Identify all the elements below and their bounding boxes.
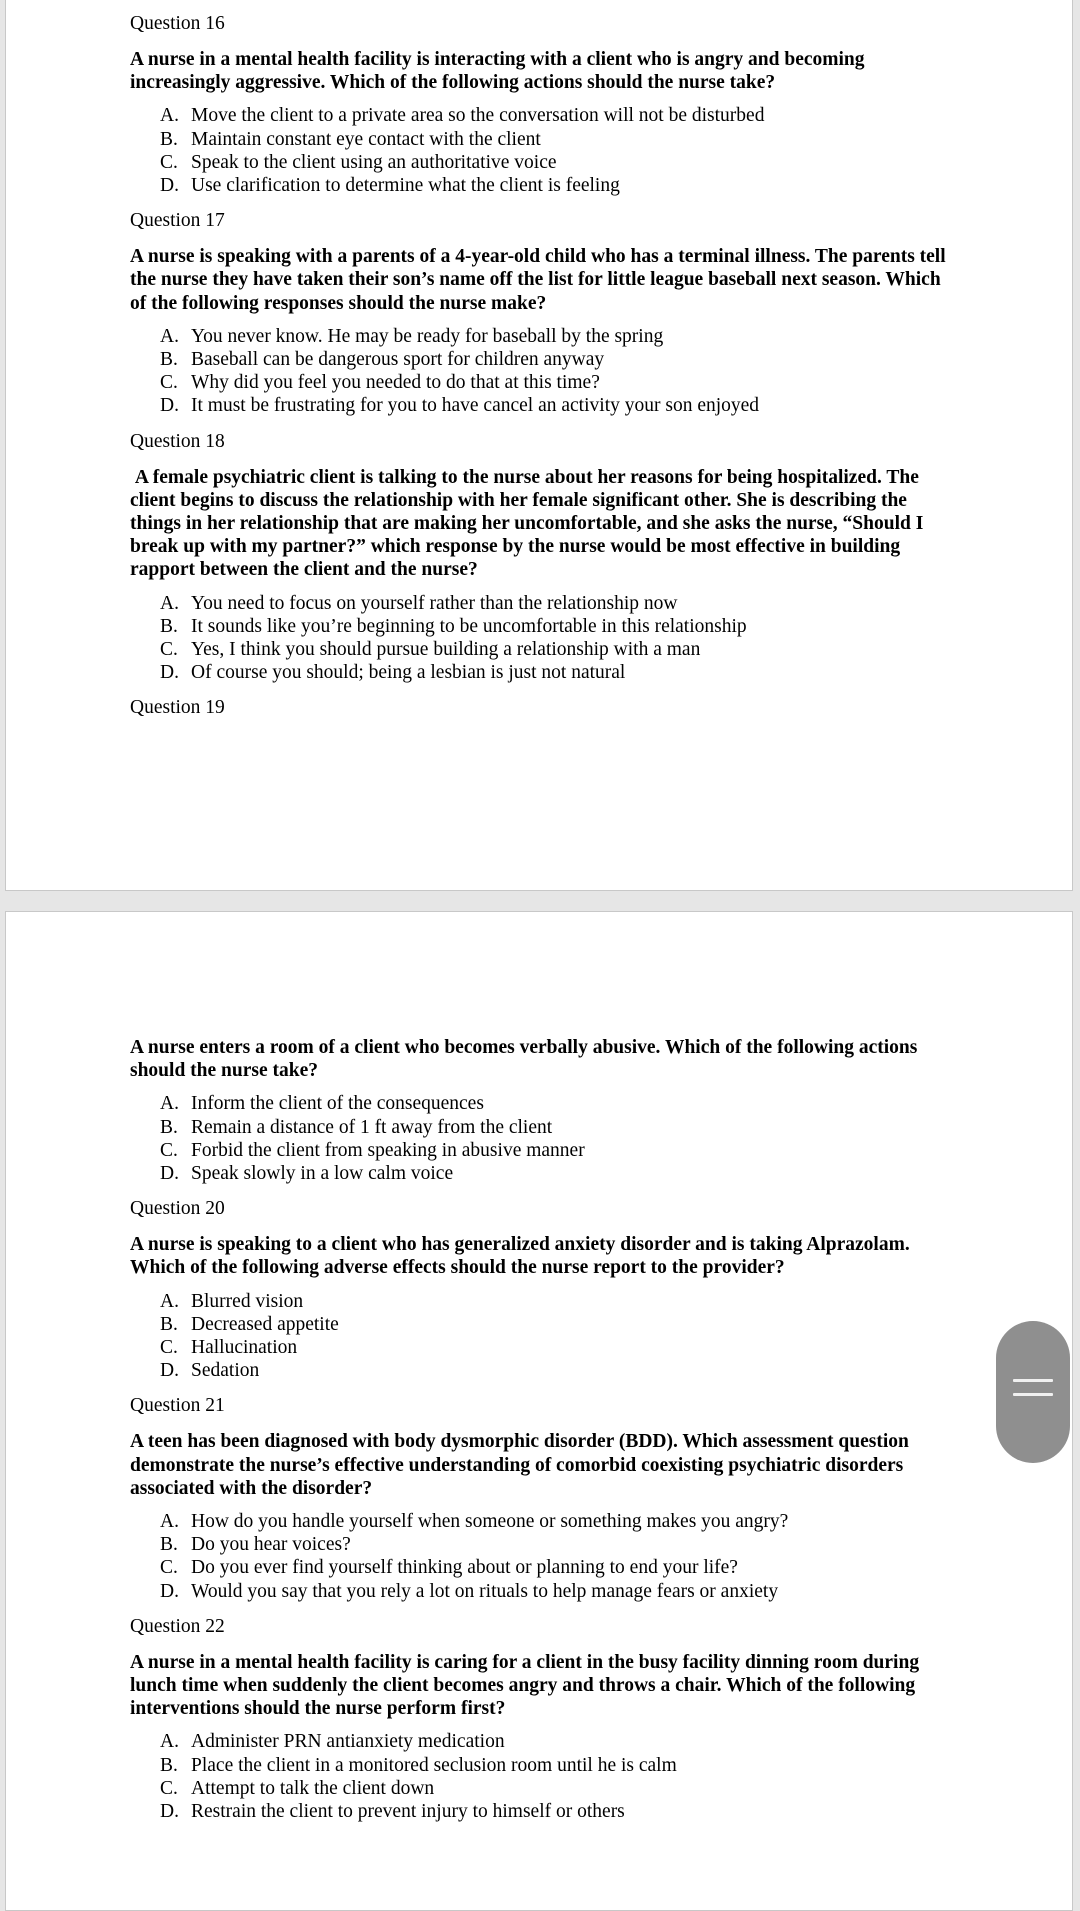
answer-option-a [160, 1510, 950, 1533]
question-20 [130, 1197, 950, 1382]
option-letter: C. [160, 1337, 178, 1359]
option-letter: A. [160, 105, 179, 127]
option-text: Attempt to talk the client down [191, 1777, 435, 1799]
option-text: Move the client to a private area so the conversation will not be disturbed [191, 105, 765, 127]
option-text: Do you hear voices? [191, 1534, 351, 1556]
option-text: Decreased appetite [191, 1313, 339, 1335]
option-letter: D. [160, 1580, 179, 1602]
option-text: Speak slowly in a low calm voice [191, 1163, 454, 1185]
option-text: Of course you should; being a lesbian is just not natural [191, 662, 626, 684]
option-letter: B. [160, 1754, 178, 1776]
question-stem: A nurse enters a room of a client who becomes verbally abusive. Which of the following actions should the nurse take? [130, 1037, 918, 1082]
option-text: Would you say that you rely a lot on rituals to help manage fears or anxiety [191, 1580, 779, 1602]
option-letter: D. [160, 662, 179, 684]
option-text: Why did you feel you needed to do that at this time? [191, 372, 600, 394]
option-letter: C. [160, 151, 178, 173]
question-21 [130, 1394, 950, 1602]
option-letter: B. [160, 1534, 178, 1556]
option-text: Hallucination [191, 1337, 298, 1359]
answer-option-d [160, 394, 950, 417]
option-text: How do you handle yourself when someone or something makes you angry? [191, 1511, 789, 1533]
answer-option-c [160, 1139, 950, 1162]
answer-option-a [160, 1290, 950, 1313]
answer-option-d [160, 1162, 950, 1185]
answer-option-b [160, 128, 950, 151]
question-heading: Question 20 [130, 1198, 225, 1220]
question-stem: A nurse is speaking to a client who has generalized anxiety disorder and is taking Alprazolam. Which of the following adverse effects should the nurse report to the provider? [130, 1234, 910, 1279]
answer-options [130, 104, 950, 197]
option-letter: B. [160, 128, 178, 150]
answer-option-c [160, 371, 950, 394]
answer-options [130, 1092, 950, 1185]
option-letter: B. [160, 615, 178, 637]
option-letter: C. [160, 1557, 178, 1579]
option-text: You need to focus on yourself rather than the relationship now [191, 592, 678, 614]
question-stem: A female psychiatric client is talking to the nurse about her reasons for being hospitalized. The client begins to discuss the relationship with her female significant other. She is describing the things in her relationship that are making her uncomfortable, and she asks the nurse, “Should I break up with my partner?” which response by the nurse would be most effective in building rapport between the client and the nurse? [130, 466, 929, 581]
option-letter: C. [160, 1777, 178, 1799]
answer-option-b [160, 1533, 950, 1556]
question-19-continued [130, 1036, 950, 1185]
option-text: Place the client in a monitored seclusion room until he is calm [191, 1754, 677, 1776]
question-18 [130, 430, 950, 685]
option-text: Use clarification to determine what the client is feeling [191, 175, 620, 197]
option-text: You never know. He may be ready for baseball by the spring [191, 325, 664, 347]
question-heading: Question 18 [130, 430, 225, 452]
option-text: Inform the client of the consequences [191, 1093, 484, 1115]
page-1-content [130, 12, 950, 732]
answer-option-d [160, 1580, 950, 1603]
answer-option-b [160, 1313, 950, 1336]
answer-options [130, 1510, 950, 1603]
page-2-content [130, 1036, 950, 1835]
option-letter: A. [160, 1093, 179, 1115]
option-letter: A. [160, 1290, 179, 1312]
question-17 [130, 209, 950, 417]
question-heading: Question 22 [130, 1615, 225, 1637]
answer-option-a [160, 592, 950, 615]
option-text: Remain a distance of 1 ft away from the client [191, 1116, 553, 1138]
question-stem: A teen has been diagnosed with body dysmorphic disorder (BDD). Which assessment question demonstrate the nurse’s effective understanding of comorbid coexisting psychiatric disorders associated with the disorder? [130, 1431, 909, 1499]
answer-options [130, 592, 950, 685]
answer-option-c [160, 1777, 950, 1800]
document-page-1 [5, 0, 1073, 891]
answer-option-d [160, 174, 950, 197]
answer-option-b [160, 348, 950, 371]
option-letter: C. [160, 372, 178, 394]
answer-options [130, 1290, 950, 1383]
option-letter: B. [160, 1116, 178, 1138]
answer-option-b [160, 615, 950, 638]
option-letter: D. [160, 175, 179, 197]
answer-option-d [160, 1359, 950, 1382]
answer-option-d [160, 1800, 950, 1823]
option-text: Maintain constant eye contact with the client [191, 128, 541, 150]
answer-option-a [160, 1092, 950, 1115]
answer-option-a [160, 1730, 950, 1753]
option-letter: D. [160, 1360, 179, 1382]
question-heading: Question 16 [130, 13, 225, 34]
option-text: Administer PRN antianxiety medication [191, 1731, 505, 1753]
answer-option-c [160, 1336, 950, 1359]
option-letter: A. [160, 325, 179, 347]
document-page-2 [5, 911, 1073, 1911]
option-letter: D. [160, 1163, 179, 1185]
question-stem: A nurse in a mental health facility is interacting with a client who is angry and becoming increasingly aggressive. Which of the following actions should the nurse take? [130, 49, 865, 94]
answer-option-c [160, 151, 950, 174]
question-heading: Question 21 [130, 1395, 225, 1417]
answer-option-b [160, 1116, 950, 1139]
option-letter: A. [160, 1731, 179, 1753]
option-text: Do you ever find yourself thinking about or planning to end your life? [191, 1557, 738, 1579]
question-heading: Question 17 [130, 210, 225, 232]
question-stem: A nurse in a mental health facility is caring for a client in the busy facility dinning room during lunch time when suddenly the client becomes angry and throws a chair. Which of the following interventions should the nurse perform first? [130, 1651, 920, 1720]
question-19-heading: Question 19 [130, 697, 225, 719]
option-letter: B. [160, 349, 178, 371]
answer-option-a [160, 104, 950, 127]
option-text: Blurred vision [191, 1290, 304, 1312]
option-text: Baseball can be dangerous sport for children anyway [191, 349, 605, 371]
option-text: Yes, I think you should pursue building a relationship with a man [191, 639, 701, 661]
question-22 [130, 1615, 950, 1823]
question-stem: A nurse is speaking with a parents of a 4-year-old child who has a terminal illness. The parents tell the nurse they have taken their son’s name off the list for little league baseball next season. Which of the following responses should the nurse make? [130, 246, 946, 314]
option-text: Sedation [191, 1360, 260, 1382]
answer-options [130, 1730, 950, 1823]
answer-option-c [160, 638, 950, 661]
option-letter: D. [160, 395, 179, 417]
option-text: It must be frustrating for you to have cancel an activity your son enjoyed [191, 395, 760, 417]
scroll-handle[interactable] [996, 1321, 1070, 1463]
answer-option-a [160, 325, 950, 348]
option-text: It sounds like you’re beginning to be uncomfortable in this relationship [191, 615, 747, 637]
option-letter: B. [160, 1313, 178, 1335]
answer-option-c [160, 1556, 950, 1579]
option-letter: D. [160, 1801, 179, 1823]
option-text: Forbid the client from speaking in abusive manner [191, 1139, 585, 1161]
answer-option-b [160, 1754, 950, 1777]
option-letter: C. [160, 639, 178, 661]
option-text: Speak to the client using an authoritative voice [191, 151, 557, 173]
option-letter: C. [160, 1139, 178, 1161]
question-16 [130, 12, 950, 197]
option-text: Restrain the client to prevent injury to himself or others [191, 1801, 625, 1823]
option-letter: A. [160, 1511, 179, 1533]
answer-options [130, 325, 950, 418]
option-letter: A. [160, 592, 179, 614]
answer-option-d [160, 661, 950, 684]
